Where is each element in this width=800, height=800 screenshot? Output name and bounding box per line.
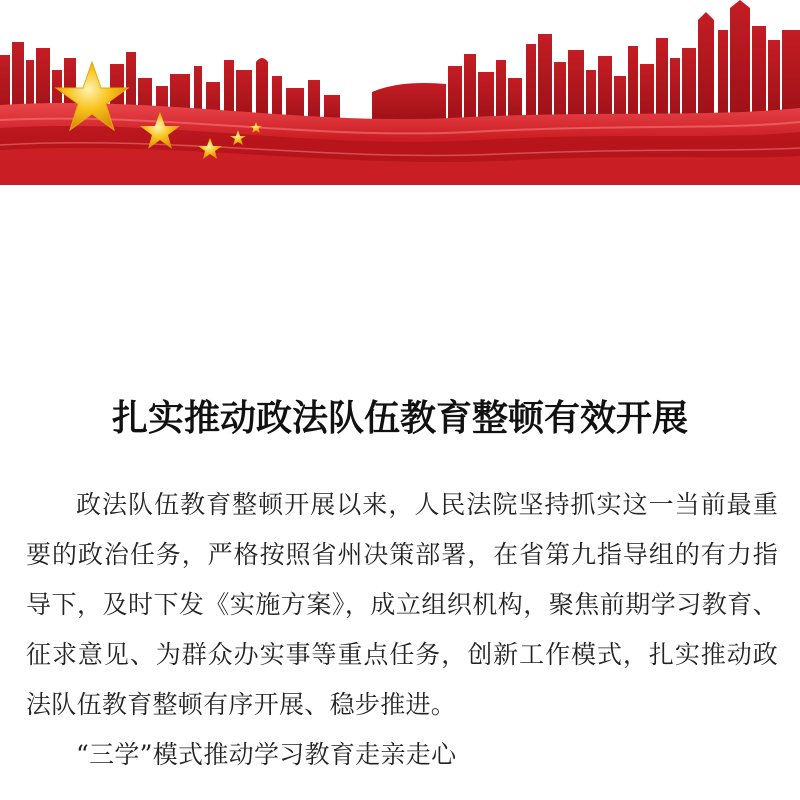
article-paragraph: 政法队伍教育整顿开展以来，人民法院坚持抓实这一当前最重要的政治任务，严格按照省州决策部署，在省第九指导组的有力指导下，及时下发《实施方案》，成立组织机构，聚焦前期学习教育、征求意见、为群众办实事等重点任务，创新工作模式，扎实推动政法队伍教育整顿有序开展、稳步推进。 (26, 490, 778, 719)
article-title: 扎实推动政法队伍教育整顿有效开展 (111, 397, 688, 439)
article-body (26, 480, 778, 780)
article-paragraph: “三学”模式推动学习教育走亲走心 (76, 740, 457, 769)
red-banner (0, 0, 800, 185)
